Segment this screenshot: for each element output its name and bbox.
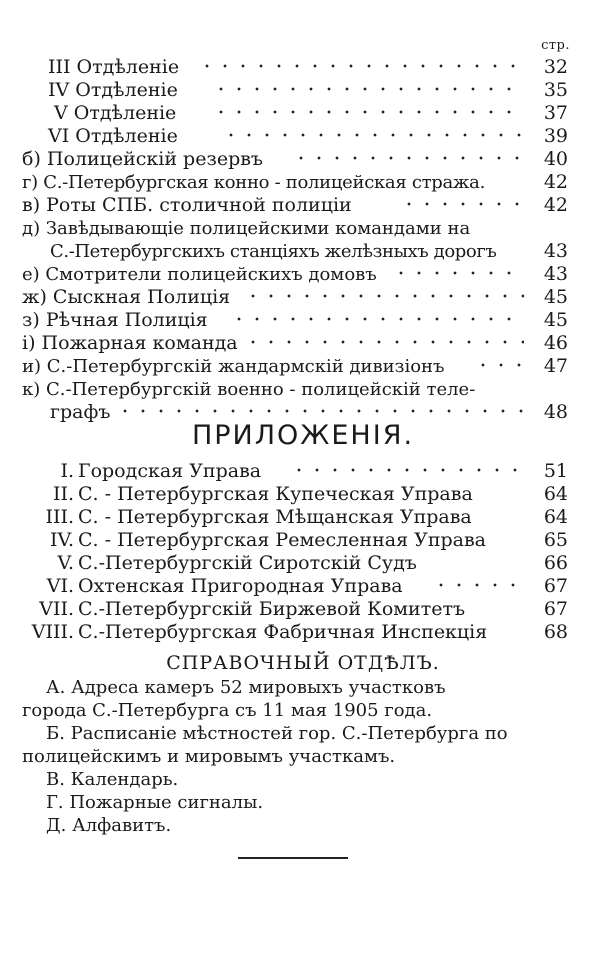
appendix-entry-label: С. - Петербургская Купеческая Управа [78, 483, 473, 505]
toc-entry-label: IV Отдѣленіе [48, 79, 178, 101]
toc-entry [0, 286, 606, 309]
toc-entry-label: и) С.-Петербургскій жандармскій дивизіонъ [22, 356, 445, 377]
appendix-entry [0, 621, 606, 644]
appendix-entry [0, 483, 606, 506]
toc-entry-page: 47 [543, 355, 568, 377]
toc-entry [0, 378, 606, 401]
dot-leader [222, 128, 524, 142]
appendix-entry-page: 67 [543, 575, 568, 597]
reference-item [46, 768, 178, 791]
toc-entry [0, 79, 606, 102]
appendix-entry-label: С. - Петербургская Ремесленная Управа [78, 529, 487, 551]
toc-entry-label: е) Смотрители полицейскихъ домовъ [22, 264, 377, 285]
toc-entry-label: д) Завѣдывающіе полицейскими командами на [22, 218, 471, 239]
appendix-entry-page: 67 [543, 598, 568, 620]
toc-entry [0, 355, 606, 378]
toc-entry-label: з) Рѣчная Полиція [22, 309, 208, 331]
toc-entry [0, 56, 606, 79]
page-column-header: стр. [541, 38, 570, 53]
dot-leader [400, 197, 524, 211]
dot-leader [290, 463, 524, 477]
reference-item-line: А. Адреса камеръ 52 мировыхъ участковъ [46, 677, 446, 698]
toc-entry-page: 32 [543, 56, 568, 78]
reference-item [46, 814, 171, 837]
appendix-entry-label: Охтенская Пригородная Управа [78, 575, 403, 597]
toc-entry-page: 39 [543, 125, 568, 147]
dot-leader [392, 266, 524, 280]
toc-entry-page: 43 [543, 263, 568, 285]
toc-entry [0, 102, 606, 125]
toc-entry-label: ж) Сыскная Полиція [22, 286, 231, 308]
toc-entry-label: б) Полицейскій резервъ [22, 148, 264, 170]
reference-section-title: СПРАВОЧНЫЙ ОТДѢЛЪ. [166, 652, 440, 674]
appendix-entry-page: 68 [543, 621, 568, 643]
toc-entry-label: і) Пожарная команда [22, 332, 238, 354]
reference-item-line: Б. Расписаніе мѣстностей гор. С.-Петербурга по [46, 723, 508, 744]
appendix-entry-label: С.-Петербургскій Сиротскій Судъ [78, 552, 417, 574]
reference-item-continued [22, 745, 395, 768]
appendix-entry-number: VIII. [31, 621, 74, 643]
appendix-entry-label: Городская Управа [78, 460, 262, 482]
appendix-title: ПРИЛОЖЕНІЯ. [191, 420, 415, 451]
toc-entry [0, 332, 606, 355]
reference-item-continued [22, 699, 432, 722]
appendix-entry-number: III. [45, 506, 74, 528]
dot-leader [198, 59, 524, 73]
toc-entry-label: в) Роты СПБ. столичной полиціи [22, 194, 352, 216]
dot-leader [116, 404, 524, 418]
appendix-entry-page: 51 [543, 460, 568, 482]
toc-entry-page: 46 [543, 332, 568, 354]
appendix-entry-page: 65 [543, 529, 568, 551]
appendix-entry-page: 66 [543, 552, 568, 574]
reference-item [46, 791, 263, 814]
reference-item [46, 722, 508, 745]
appendix-entry [0, 460, 606, 483]
toc-entry-page: 42 [543, 171, 568, 193]
dot-leader [244, 335, 524, 349]
toc-entry-page: 43 [543, 240, 568, 262]
toc-entry-page: 40 [543, 148, 568, 170]
toc-entry [0, 194, 606, 217]
appendix-entry [0, 506, 606, 529]
toc-entry-page: 42 [543, 194, 568, 216]
toc-entry [0, 171, 606, 194]
toc-entry-label: С.-Петербургскихъ станціяхъ желѣзныхъ дорогъ [50, 241, 497, 262]
appendix-entry-label: С. - Петербургская Мѣщанская Управа [78, 506, 472, 528]
toc-entry-page: 45 [543, 286, 568, 308]
toc-entry-label: к) С.-Петербургскій военно - полицейскій теле- [22, 379, 476, 400]
reference-item-line: В. Календарь. [46, 769, 179, 790]
toc-entry-page: 48 [543, 401, 568, 423]
dot-leader [230, 312, 524, 326]
toc-entry-label: V Отдѣленіе [54, 102, 177, 124]
appendix-entry-number: VII. [39, 598, 74, 620]
toc-entry-label: г) С.-Петербургская конно - полицейская стража. [22, 172, 486, 193]
appendix-entry-number: V. [57, 552, 74, 574]
appendix-entry-number: IV. [50, 529, 74, 551]
appendix-list [0, 460, 606, 644]
toc-entry-label: III Отдѣленіе [48, 56, 180, 78]
reference-item [46, 676, 446, 699]
dot-leader [212, 105, 524, 119]
toc-entry [0, 148, 606, 171]
appendix-entry-page: 64 [543, 506, 568, 528]
toc-entry-page: 45 [543, 309, 568, 331]
reference-item-line: города С.-Петербурга съ 11 мая 1905 года. [22, 700, 433, 721]
toc-entry-page: 37 [543, 102, 568, 124]
appendix-entry [0, 575, 606, 598]
toc-entry [0, 125, 606, 148]
appendix-entry-page: 64 [543, 483, 568, 505]
appendix-entry [0, 529, 606, 552]
toc-entry-page: 35 [543, 79, 568, 101]
appendix-entry [0, 552, 606, 575]
toc-entry [0, 217, 606, 240]
appendix-entry-number: II. [52, 483, 74, 505]
toc-entry-label: VI Отдѣленіе [48, 125, 178, 147]
appendix-entry [0, 598, 606, 621]
reference-item-line: Г. Пожарные сигналы. [46, 792, 264, 813]
reference-item-line: полицейскимъ и мировымъ участкамъ. [22, 746, 396, 767]
dot-leader [474, 358, 524, 372]
appendix-entry-label: С.-Петербургскій Биржевой Комитетъ [78, 598, 466, 620]
closing-rule [238, 857, 348, 859]
table-of-contents [0, 56, 606, 424]
appendix-entry-label: С.-Петербургская Фабричная Инспекція [78, 621, 488, 643]
toc-entry [0, 263, 606, 286]
toc-entry-continued [0, 240, 606, 263]
appendix-entry-number: I. [60, 460, 74, 482]
dot-leader [244, 289, 524, 303]
toc-entry-label: графъ [50, 401, 111, 423]
reference-item-line: Д. Алфавитъ. [46, 815, 172, 836]
toc-entry [0, 309, 606, 332]
appendix-entry-number: VI. [46, 575, 74, 597]
dot-leader [432, 578, 524, 592]
dot-leader [212, 82, 524, 96]
dot-leader [292, 151, 524, 165]
